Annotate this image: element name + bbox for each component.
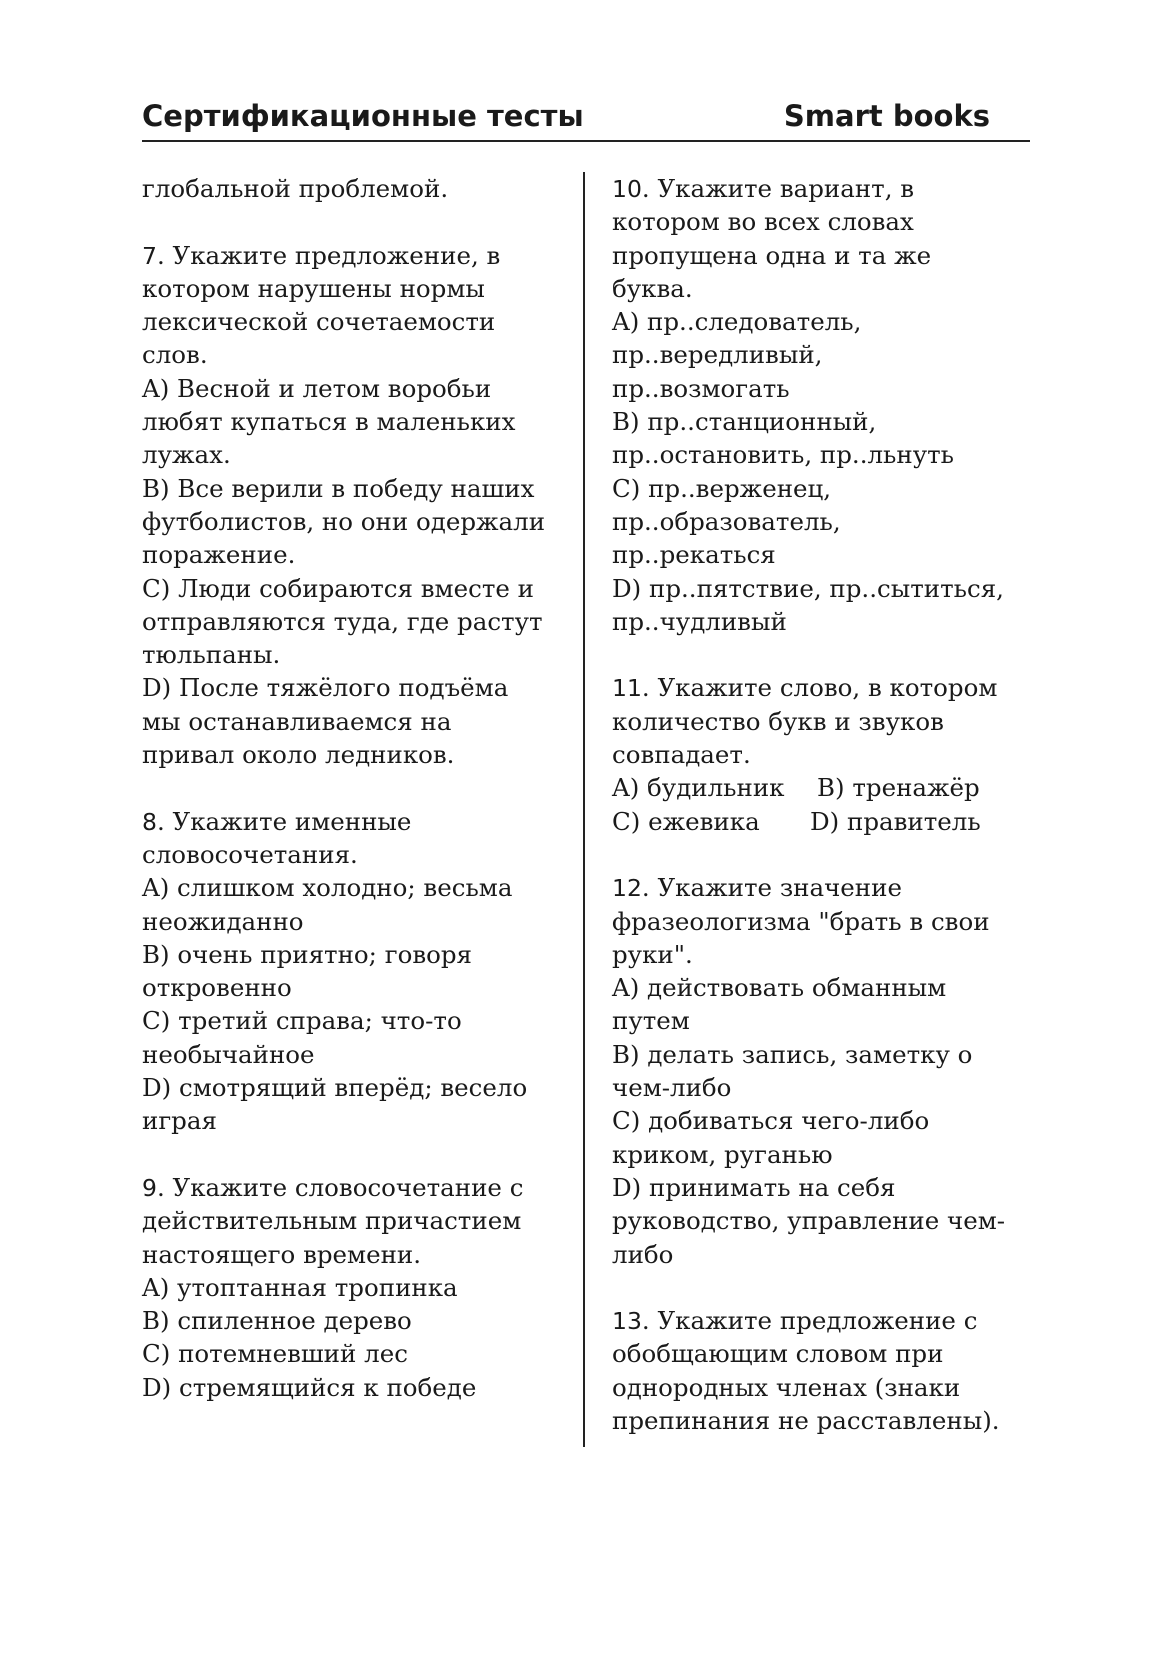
option-row xyxy=(612,771,1032,804)
option-b: B) Все верили в победу наших xyxy=(142,473,535,503)
option-c: C) третий справа; что-то xyxy=(142,1006,462,1036)
option-c: C) потемневший лес xyxy=(142,1339,408,1369)
option-a: пр..возмогать xyxy=(612,373,790,403)
option-a: путем xyxy=(612,1006,690,1036)
question-12 xyxy=(612,871,1032,1271)
option-b: поражение. xyxy=(142,540,296,570)
page-header xyxy=(142,96,1030,142)
option-d: либо xyxy=(612,1239,674,1269)
header-title: Сертификационные тесты xyxy=(142,99,584,133)
option-d: D) смотрящий вперёд; весело xyxy=(142,1073,528,1103)
question-text: 9. Укажите словосочетание с xyxy=(142,1172,524,1202)
option-b: B) тренажёр xyxy=(817,773,980,803)
option-a: A) действовать обманным xyxy=(612,973,947,1003)
question-10 xyxy=(612,172,1032,638)
option-b: пр..остановить, пр..льнуть xyxy=(612,440,955,470)
question-text: лексической сочетаемости xyxy=(142,307,496,337)
option-a: A) пр..следователь, xyxy=(612,307,862,337)
option-d: D) принимать на себя xyxy=(612,1172,896,1202)
option-c: C) Люди собираются вместе и xyxy=(142,573,534,603)
option-c: пр..рекаться xyxy=(612,540,776,570)
question-9 xyxy=(142,1171,572,1404)
option-b: B) делать запись, заметку о xyxy=(612,1039,973,1069)
option-row xyxy=(612,805,1032,838)
question-8 xyxy=(142,805,572,1138)
option-d: D) стремящийся к победе xyxy=(142,1372,477,1402)
option-a: пр..вередливый, xyxy=(612,340,823,370)
question-text: буква. xyxy=(612,273,693,303)
question-text: 8. Укажите именные xyxy=(142,806,412,836)
right-column xyxy=(612,172,1032,1437)
continuation-text: глобальной проблемой. xyxy=(142,174,449,203)
header-brand: Smart books xyxy=(783,99,990,133)
question-number: 7 xyxy=(142,241,157,270)
question-number: 10 xyxy=(612,175,642,203)
option-d: привал около ледников. xyxy=(142,740,455,770)
option-c: C) добиваться чего-либо xyxy=(612,1106,930,1136)
question-text: фразеологизма "брать в свои xyxy=(612,906,990,936)
option-b: чем-либо xyxy=(612,1073,732,1103)
option-a: A) утоптанная тропинка xyxy=(142,1272,458,1302)
question-text: котором нарушены нормы xyxy=(142,273,485,303)
question-number: 9 xyxy=(142,1173,157,1202)
question-text: обобщающим словом при xyxy=(612,1339,944,1369)
question-text: 12. Укажите значение xyxy=(612,873,902,903)
option-a: любят купаться в маленьких xyxy=(142,407,516,437)
option-b: футболистов, но они одержали xyxy=(142,506,546,536)
option-c: криком, руганью xyxy=(612,1139,833,1169)
question-text: совпадает. xyxy=(612,740,751,770)
question-7 xyxy=(142,239,572,772)
option-d: пр..чудливый xyxy=(612,606,787,636)
option-b: B) пр..станционный, xyxy=(612,407,877,437)
option-a: A) будильник xyxy=(612,773,785,803)
question-text: словосочетания. xyxy=(142,839,358,869)
option-b: откровенно xyxy=(142,973,292,1003)
option-c: C) пр..верженец, xyxy=(612,473,832,503)
option-c: отправляются туда, где растут xyxy=(142,606,543,636)
option-c: необычайное xyxy=(142,1039,315,1069)
option-d: руководство, управление чем- xyxy=(612,1206,1006,1236)
option-d: мы останавливаемся на xyxy=(142,706,452,736)
left-column xyxy=(142,172,572,1404)
question-number: 11 xyxy=(612,674,642,703)
option-b: B) очень приятно; говоря xyxy=(142,939,472,969)
column-divider xyxy=(583,172,585,1447)
question-13 xyxy=(612,1304,1032,1437)
question-text: 10. Укажите вариант, в xyxy=(612,174,915,203)
option-b: B) спиленное дерево xyxy=(142,1306,412,1336)
option-c: пр..образователь, xyxy=(612,506,841,536)
option-a: A) Весной и летом воробьи xyxy=(142,373,492,403)
option-a: A) слишком холодно; весьма xyxy=(142,873,513,903)
question-text: 13. Укажите предложение с xyxy=(612,1306,978,1336)
option-c: тюльпаны. xyxy=(142,640,281,670)
question-text: руки". xyxy=(612,939,693,969)
question-11 xyxy=(612,671,1032,837)
question-text: слов. xyxy=(142,340,208,370)
question-text: пропущена одна и та же xyxy=(612,240,932,270)
option-d: D) После тяжёлого подъёма xyxy=(142,673,509,703)
question-number: 13 xyxy=(612,1307,642,1336)
option-d: играя xyxy=(142,1106,217,1136)
option-a: неожиданно xyxy=(142,906,304,936)
option-d: D) пр..пятствие, пр..сытиться, xyxy=(612,573,1004,603)
question-number: 8 xyxy=(142,807,157,836)
question-text: настоящего времени. xyxy=(142,1239,422,1269)
question-text: количество букв и звуков xyxy=(612,706,944,736)
question-text: препинания не расставлены). xyxy=(612,1405,1000,1435)
question-text: 7. Укажите предложение, в xyxy=(142,240,501,270)
question-text: 11. Укажите слово, в котором xyxy=(612,673,998,703)
option-d: D) правитель xyxy=(810,806,981,836)
question-number: 12 xyxy=(612,874,642,903)
question-text: однородных членах (знаки xyxy=(612,1372,961,1402)
question-text: действительным причастием xyxy=(142,1206,522,1236)
option-a: лужах. xyxy=(142,440,231,470)
question-text: котором во всех словах xyxy=(612,207,914,237)
option-c: C) ежевика xyxy=(612,806,760,836)
